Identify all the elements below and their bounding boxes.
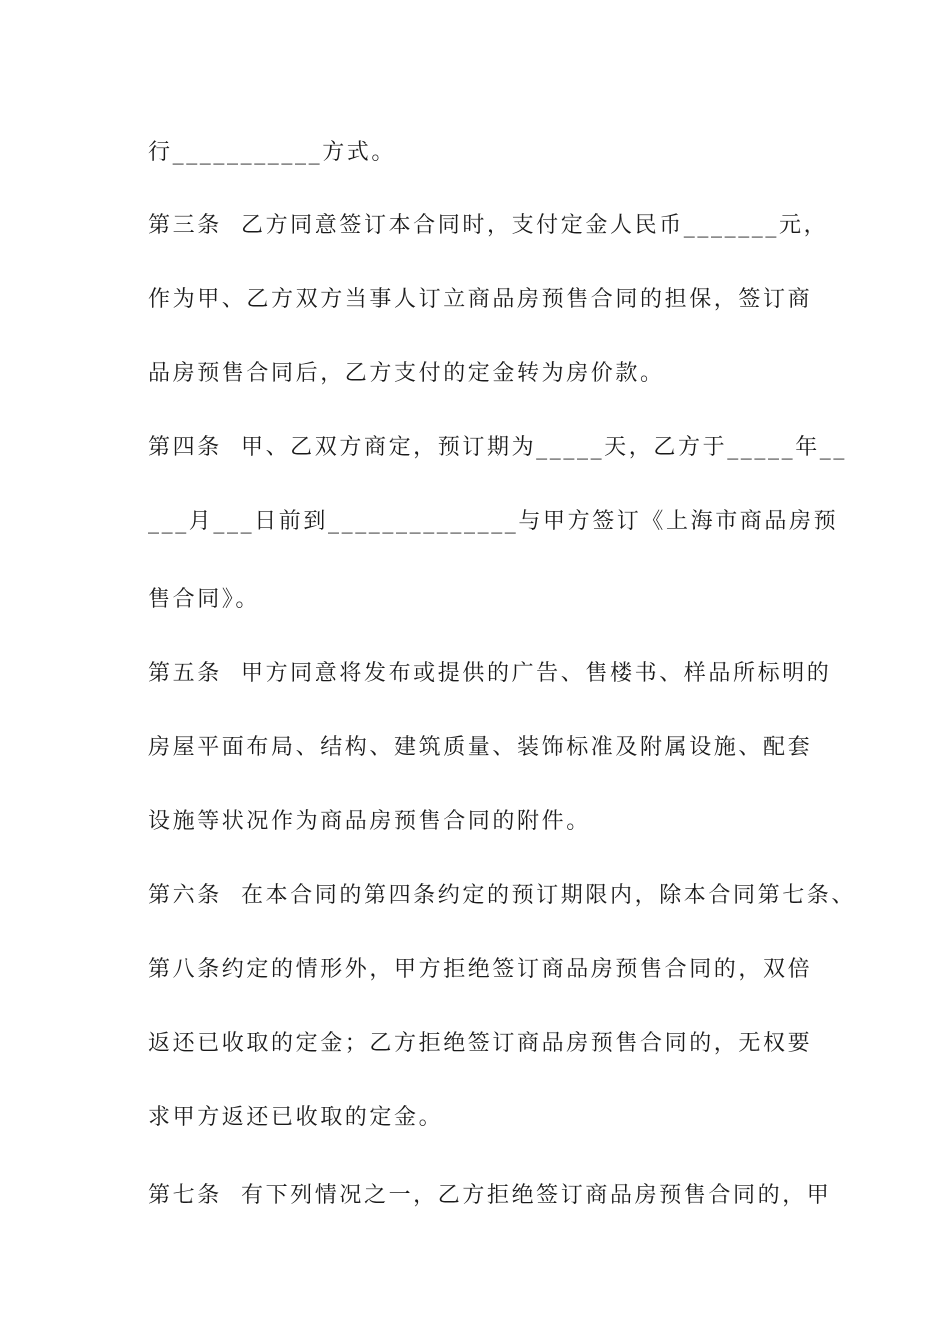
text-line: 行___________方式。 [148,140,397,165]
clause-3-line-2: 作为甲、乙方双方当事人订立商品房预售合同的担保，签订商 [148,287,813,312]
clause-5-line-1: 第五条 甲方同意将发布或提供的广告、售楼书、样品所标明的 [148,661,832,686]
clause-6-line-1: 第六条 在本合同的第四条约定的预订期限内，除本合同第七条、 [148,883,856,908]
clause-3-line-3: 品房预售合同后，乙方支付的定金转为房价款。 [148,361,665,386]
clause-4-line-1: 第四条 甲、乙双方商定，预订期为_____天，乙方于_____年__ [148,435,847,460]
clause-7-line-1: 第七条 有下列情况之一，乙方拒绝签订商品房预售合同的，甲 [148,1183,832,1208]
clause-6-line-2: 第八条约定的情形外，甲方拒绝签订商品房预售合同的，双倍 [148,957,813,982]
clause-5-line-2: 房屋平面布局、结构、建筑质量、装饰标准及附属设施、配套 [148,735,813,760]
clause-6-line-3: 返还已收取的定金；乙方拒绝签订商品房预售合同的，无权要 [148,1031,813,1056]
clause-4-line-3: 售合同》。 [148,587,261,612]
clause-3-line-1: 第三条 乙方同意签订本合同时，支付定金人民币_______元， [148,213,829,238]
clause-5-line-3: 设施等状况作为商品房预售合同的附件。 [148,809,591,834]
clause-4-line-2: ___月___日前到______________与甲方签订《上海市商品房预 [148,509,839,534]
clause-6-line-4: 求甲方返还已收取的定金。 [148,1105,444,1130]
